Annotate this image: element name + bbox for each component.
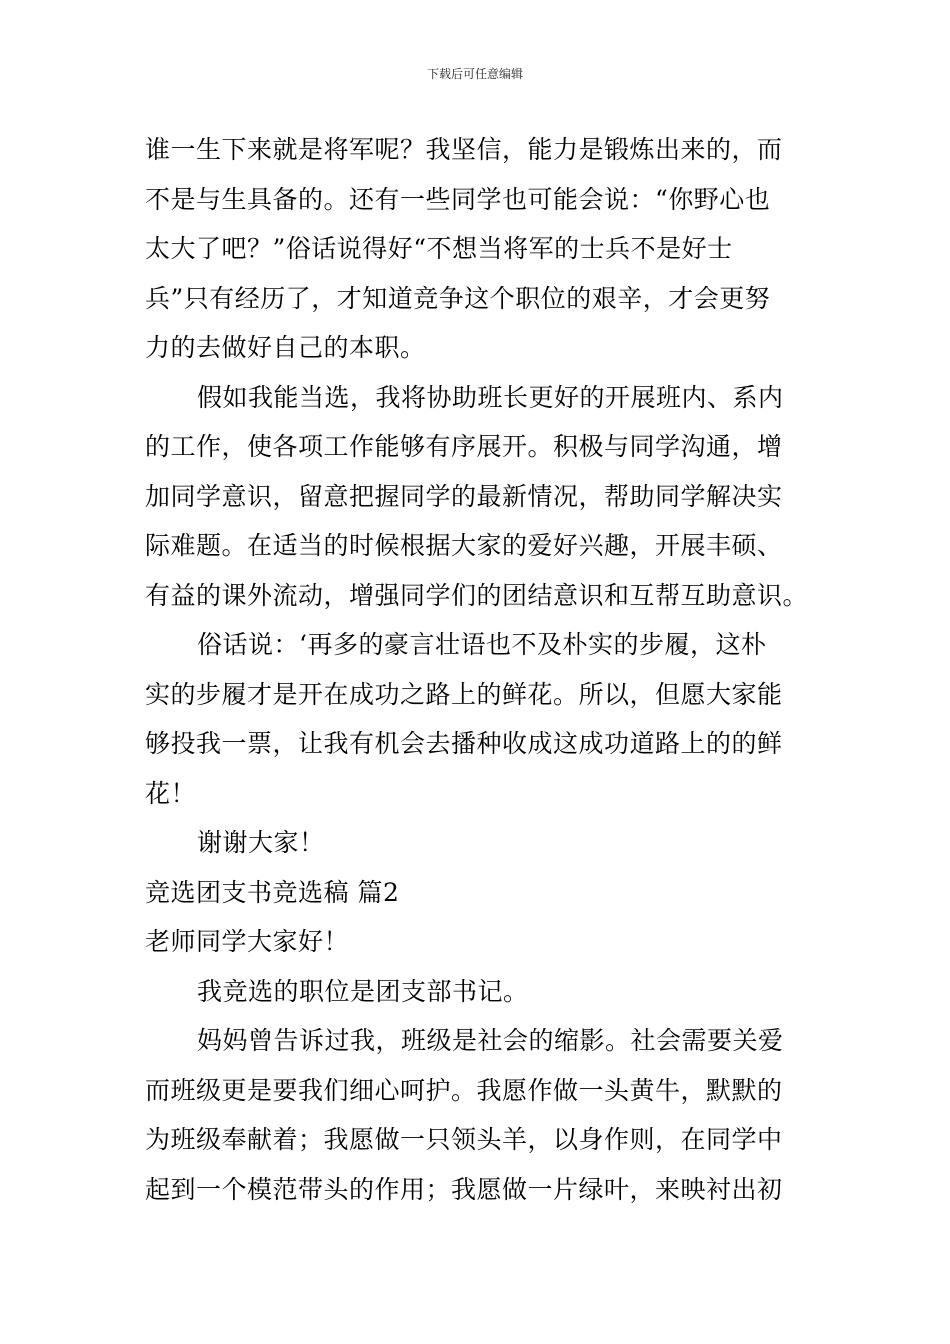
- text-line: 加同学意识，留意把握同学的最新情况，帮助同学解决实: [145, 481, 783, 511]
- text-line: 为班级奉献着；我愿做一只领头羊，以身作则，在同学中: [145, 1125, 783, 1154]
- text-line: 不是与生具备的。还有一些同学也可能会说：“你野心也: [145, 184, 771, 214]
- body-text: [145, 125, 815, 1214]
- text-line: 竞选团支书竞选稿 篇2: [145, 877, 400, 907]
- text-line: 够投我一票，让我有机会去播种收成这成功道路上的的鲜: [145, 729, 783, 758]
- text-line: 太大了吧？”俗话说得好“不想当将军的士兵不是好士: [145, 234, 733, 263]
- header-note: 下载后可任意编辑: [426, 67, 523, 81]
- text-line: 妈妈曾告诉过我，班级是社会的缩影。社会需要关爱: [197, 1026, 784, 1055]
- text-line: 有益的课外流动，增强同学们的团结意识和互帮互助意识。: [145, 580, 809, 610]
- text-line: 俗话说：‘再多的豪言壮语也不及朴实的步履，这朴: [197, 630, 767, 659]
- text-line: 我竞选的职位是团支部书记。: [197, 976, 529, 1006]
- text-line: 实的步履才是开在成功之路上的鲜花。所以，但愿大家能: [145, 679, 783, 709]
- text-line: 际难题。在适当的时候根据大家的爱好兴趣，开展丰硕、: [145, 531, 783, 560]
- text-line: 起到一个模范带头的作用；我愿做一片绿叶，来映衬出初: [145, 1174, 783, 1204]
- text-line: 兵”只有经历了，才知道竞争这个职位的艰辛，才会更努: [145, 283, 771, 313]
- text-line: 假如我能当选，我将协助班长更好的开展班内、系内: [197, 382, 784, 412]
- text-line: 而班级更是要我们细心呵护。我愿作做一头黄牛，默默的: [145, 1075, 783, 1105]
- text-line: 老师同学大家好！: [145, 927, 350, 956]
- text-line: 谁一生下来就是将军呢？我坚信，能力是锻炼出来的，而: [145, 135, 783, 164]
- text-line: 花！: [145, 778, 197, 808]
- text-line: 的工作，使各项工作能够有序展开。积极与同学沟通，增: [145, 432, 783, 461]
- text-line: 谢谢大家！: [197, 828, 325, 857]
- text-line: 力的去做好自己的本职。: [145, 333, 426, 362]
